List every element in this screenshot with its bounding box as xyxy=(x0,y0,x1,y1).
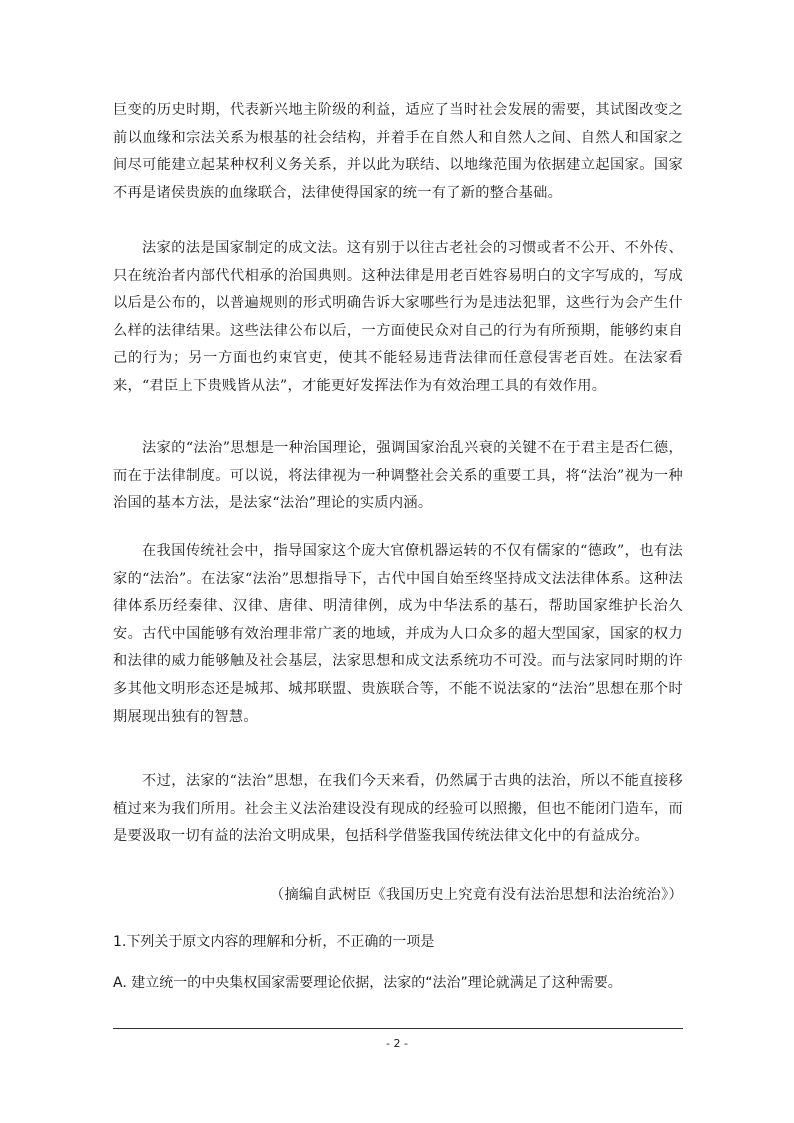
passage-paragraph-2 xyxy=(113,235,683,401)
paragraph-text: 法家的法是国家制定的成文法。这有别于以往古老社会的习惯或者不公开、不外传、只在统治者内部代代相承的治国典则。这种法律是用老百姓容易明白的文字写成的，写成以后是公布的，以普遍规则的形式明确告诉大家哪些行为是违法犯罪，这些行为会产生什么样的法律结果。这些法律公布以后，一方面使民众对自己的行为有所预期，能够约束自己的行为；另一方面也约束官吏，使其不能轻易违背法律而任意侵害老百姓。在法家看来，“君臣上下贵贱皆从法”，才能更好发挥法作为有效治理工具的有效作用。 xyxy=(113,240,683,394)
footer-divider xyxy=(113,1028,683,1029)
passage-paragraph-1 xyxy=(113,97,683,207)
paragraph-text: 在我国传统社会中，指导国家这个庞大官僚机器运转的不仅有儒家的“德政”，也有法家的“法治”。在法家“法治”思想指导下，古代中国自始至终坚持成文法法律体系。这种法律体系历经秦律、汉律、唐律、明清律例，成为中华法系的基石，帮助国家维护长治久安。古代中国能够有效治理非常广袤的地域，并成为人口众多的超大型国家，国家的权力和法律的威力能够触及社会基层，法家思想和成文法系统功不可没。而与法家同时期的许多其他文明形态还是城邦、城邦联盟、贵族联合等，不能不说法家的“法治”思想在那个时期展现出独有的智慧。 xyxy=(113,543,683,725)
question-option-a: A. 建立统一的中央集权国家需要理论依据，法家的“法治”理论就满足了这种需要。 xyxy=(113,975,622,991)
paragraph-text: 不过，法家的“法治”思想，在我们今天来看，仍然属于古典的法治，所以不能直接移植过来为我们所用。社会主义法治建设没有现成的经验可以照搬，但也不能闭门造车，而是要汲取一切有益的法治文明成果，包括科学借鉴我国传统法律文化中的有益成分。 xyxy=(113,773,683,845)
passage-source: （摘编自武树臣《我国历史上究竟有没有法治思想和法治统治》） xyxy=(269,887,683,903)
paragraph-text: 法家的“法治”思想是一种治国理论，强调国家治乱兴衰的关键不在于君主是否仁德，而在于法律制度。可以说，将法律视为一种调整社会关系的重要工具，将“法治”视为一种治国的基本方法，是法家“法治”理论的实质内涵。 xyxy=(113,440,683,512)
passage-paragraph-5 xyxy=(113,768,683,851)
paragraph-text: 巨变的历史时期，代表新兴地主阶级的利益，适应了当时社会发展的需要，其试图改变之前以血缘和宗法关系为根基的社会结构，并着手在自然人和自然人之间、自然人和国家之间尽可能建立起某种权利义务关系，并以此为联结、以地缘范围为依据建立起国家。国家不再是诸侯贵族的血缘联合，法律使得国家的统一有了新的整合基础。 xyxy=(113,102,683,201)
page-number: - 2 - xyxy=(386,1037,408,1050)
question-stem: 1.下列关于原文内容的理解和分析，不正确的一项是 xyxy=(113,934,435,950)
passage-paragraph-3 xyxy=(113,435,683,518)
passage-paragraph-4 xyxy=(113,538,683,731)
